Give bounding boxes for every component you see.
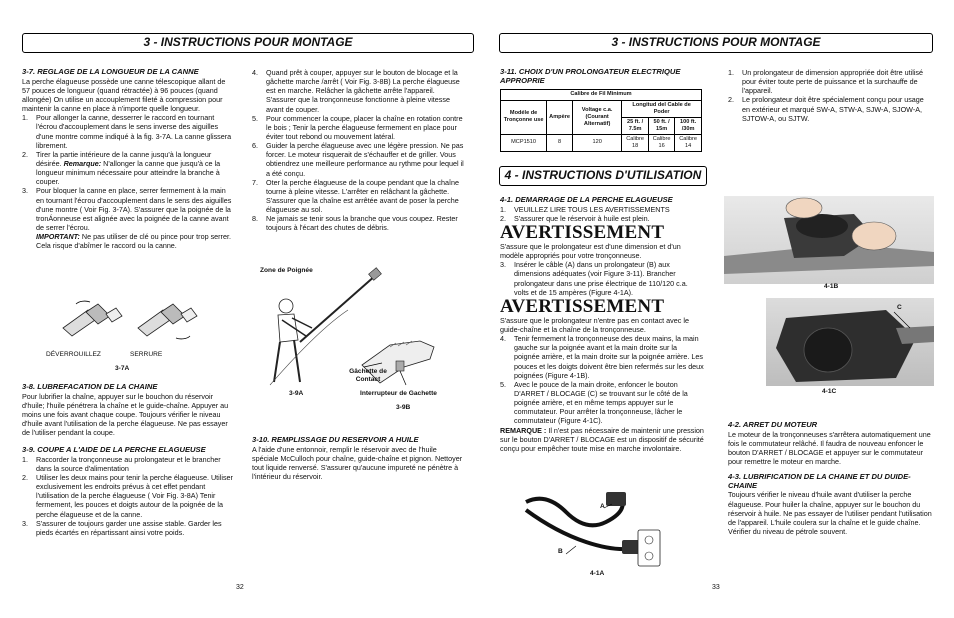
item-number: 5. xyxy=(500,379,506,389)
figure-label-lock: SERRURE xyxy=(130,351,163,358)
operation-section-banner: 4 - INSTRUCTIONS D'UTILISATION xyxy=(499,166,707,186)
item-text: Quand prêt à couper, appuyer sur le bouton de blocage et la gâchette marche /arrêt ( Voir Fig. 3-8B) La perche élagueuse est en marche. Relâcher la gâchette arrête l'appareil. S'assurer que la tronçonneuse fonctionne à pleine vitesse avant de couper. xyxy=(266,68,460,114)
item-text: Tenir fermement la tronçonneuse des deux mains, la main gauche sur la poignée avant et la main droite sur la poignée arrière, et la main droite sur la poignée arrière. Les pouces et les doigts doivent être bien refermés sur les deux poignées (Figure 4-1B). xyxy=(514,334,704,380)
figure-caption-3-9a: 3-9A xyxy=(289,390,304,397)
item-text: Guider la perche élagueuse avec une légère pression. Ne pas forcer. Le moteur risquerait de s'échauffer et de griller. Vous obtiendrez une meilleure performance au rythme pour lequel il a été conçu. xyxy=(266,141,464,178)
warning-text: S'assure que le prolongateur n'entre pas en contact avec le guide-chaîne et la chaîne de la tronçonneuse. xyxy=(500,315,689,334)
table-cell: Calibre 16 xyxy=(648,134,674,151)
figure-label-a: A xyxy=(600,503,605,510)
list-item xyxy=(22,519,233,537)
item-text: Le prolongateur doit être spécialement conçu pour usage en extérieur et marqué SW-A, STW-A, SJW-A, SJOW-A, SJTOW-A, ou SJTW. xyxy=(742,95,924,123)
section-3-8 xyxy=(22,383,233,437)
item-text: Pour bloquer la canne en place, serrer fermement à la main en tournant l'écrou d'accouplement dans le sens des aiguilles d'une montre ( Voir Fig. 3-7A). S'assurer que la poignée de la tronÁonneuse est alignée avec la poignée de la canne avant de serrer l'écrou. xyxy=(36,186,232,232)
section-4-1 xyxy=(500,196,704,453)
important-note xyxy=(22,232,233,250)
chainsaw-body-illustration xyxy=(766,298,934,386)
list-item xyxy=(252,178,464,215)
list-item xyxy=(252,68,464,114)
list-item xyxy=(252,114,464,141)
item-text: Utiliser les deux mains pour tenir la perche élagueuse. Utiliser exclusivement les endroits prévus à cet effet pendant l'utilisation de la perche élagueuse ( Voir Fig. 3-8A) Tenir fermement, les pouces et doigts autour de la poignée de la perche élagueuse et de la canne. xyxy=(36,473,233,519)
section-4-2 xyxy=(728,421,932,466)
list-item xyxy=(728,95,932,122)
page-number: 32 xyxy=(236,584,244,591)
item-number: 1. xyxy=(22,454,28,464)
list-item xyxy=(500,205,704,214)
section-4-2-heading: 4-2. ARRET DU MOTEUR xyxy=(728,420,818,429)
table-row xyxy=(501,134,702,151)
item-number: 5. xyxy=(252,113,258,123)
item-number: 1. xyxy=(728,68,734,77)
remark xyxy=(500,426,704,453)
item-number: 3. xyxy=(22,186,28,196)
item-number: 1. xyxy=(500,204,506,214)
item-number: 4. xyxy=(500,334,506,344)
section-3-11 xyxy=(500,68,704,152)
table-subheader: 50 ft. / 15m xyxy=(648,117,674,134)
list-item xyxy=(252,141,464,178)
section-3-11-heading: 3-11. CHOIX D'UN PROLONGATEUR ELECTRIQUE APPROPRIE xyxy=(500,67,681,85)
section-3-8-text: Pour lubrifier la chaîne, appuyer sur le bouchon du réservoir d'huile; l'huile pénétrera la chaîne et le guide-chaîne. Appuyer au moins une fois avant chaque coupe. Toujours vérifier le niveau d'huile avant l'utilisation de la perche élagueuse. Ne pas essayer de l'utiliser pendant la coupe. xyxy=(22,391,229,438)
item-number: 1. xyxy=(22,113,28,123)
list-item xyxy=(22,473,233,519)
table-subheader: 25 ft. / 7.5m xyxy=(622,117,649,134)
figure-caption-3-7a: 3-7A xyxy=(115,365,130,372)
remark-label: REMARQUE : xyxy=(500,425,547,435)
item-text-cont: N'allonger la canne que jusqu'à ce la longueur minimum nécessaire pour atteindre la branche à couper. xyxy=(36,158,221,187)
extension-cord-notes xyxy=(728,68,932,123)
item-text: S'assurer que le réservoir à huile est plein. xyxy=(514,213,650,223)
item-text: Ne jamais se tenir sous la branche que vous coupez. Rester toujours à l'écart des chutes de débris. xyxy=(266,214,458,233)
item-text: Tirer la partie intérieure de la canne jusqu'à la longueur désirée. xyxy=(36,149,212,168)
table-header: Modéle de Tronçonne use xyxy=(501,100,547,134)
chainsaw-grip-illustration xyxy=(724,196,934,284)
remark-text: Il n'est pas nécessaire de maintenir une pression sur le bouton D'ARRET / BLOCAGE est un dispositif de sécurité conçu pour empêcher toute mise en marche involontaire. xyxy=(500,425,704,453)
section-4-3-text: Toujours vérifier le niveau d'huile avant d'utiliser la perche élagueuse. Pour huiler la chaîne, appuyer sur le bouchon du réservoir à huile. Ne pas essayer de l'utiliser pendant l'utilisation de l'appareil. L'huile coulera sur la chaîne et le guide chaîne. Vérifier du niveau de pétrole souvent. xyxy=(728,490,932,536)
item-number: 4. xyxy=(252,68,258,77)
section-3-10-text: A l'aide d'une entonnoir, remplir le réservoir avec de l'huile spéciale McCulloch pour chaîne, guide-chaîne et pignon. Nettoyer tout liquide renversé. S'assurer qu'aucune impureté ne pénètre à l'intérieur du réservoir. xyxy=(252,444,463,482)
section-3-9-heading: 3-9. COUPE A L'AIDE DE LA PERCHE ELAGUEUSE xyxy=(22,445,206,454)
figure-label-b: B xyxy=(558,548,563,555)
section-4-1-heading: 4-1. DEMARRAGE DE LA PERCHE ELAGUEUSE xyxy=(500,195,673,204)
item-text: Pour commencer la coupe, placer la chaîne en rotation contre le bois ; Tenir la perche élagueuse fermement en place pour éviter tout rebond ou mouvement latéral. xyxy=(266,113,463,141)
list-item xyxy=(22,186,233,232)
item-text: Raccorder la tronçonneuse au prolongateur et le brancher dans la source d'alimentation xyxy=(36,454,221,473)
item-number: 8. xyxy=(252,214,258,224)
section-4-3 xyxy=(728,473,932,536)
item-number: 3. xyxy=(500,260,506,270)
page-number: 33 xyxy=(712,584,720,591)
section-3-7 xyxy=(22,68,233,250)
section-3-9 xyxy=(22,446,233,537)
item-number: 7. xyxy=(252,177,258,187)
item-number: 2. xyxy=(22,473,28,482)
warning-heading: AVERTISSEMENT xyxy=(500,295,665,317)
figure-4-1a-plug xyxy=(526,482,666,574)
figure-label-handle-zone: Zone de Poignée xyxy=(260,267,313,274)
item-text: S'assurer de toujours garder une assise stable. Garder les pieds écartés en répartissant ainsi votre poids. xyxy=(36,518,222,537)
figure-caption-4-1b: 4-1B xyxy=(824,283,839,290)
section-3-10-heading: 3-10. REMPLISSAGE DU RESERVOIR A HUILE xyxy=(252,435,419,444)
extension-cord-table xyxy=(500,89,702,152)
item-number: 2. xyxy=(728,95,734,105)
figure-caption-4-1a: 4-1A xyxy=(590,570,605,577)
table-header: Voltage c.a. (Courant Alternatif) xyxy=(573,100,622,134)
figure-label-trigger-switch: Interrupteur de Gachette xyxy=(360,390,437,397)
item-number: 2. xyxy=(22,149,28,159)
item-text: Pour allonger la canne, desserrer le raccord en tournant l'écrou d'accouplement dans le sens inverse des aiguilles d'une montre comme indiqué à la fig. 3-7A. La canne glissera librement. xyxy=(36,113,232,150)
table-cell: 8 xyxy=(547,134,573,151)
list-item xyxy=(252,214,464,232)
section-3-7-intro: La perche élagueuse possède une canne télescopique allant de 57 pouces de longueur (quand rétractée) à 96 pouces (quand allongée) On utilise un accouplement fileté à compression pour maintenir la canne en place à n'importe quelle longueur. xyxy=(22,76,226,114)
right-section-banner: 3 - INSTRUCTIONS POUR MONTAGE xyxy=(499,33,933,53)
section-4-2-text: Le moteur de la tronçonneuses s'arrêtera automatiquement une fois le commutateur relâché. Il faudra de nouveau enfoncer le bouton D'ARRET / BLOCAGE et appuyer sur le commutateur pour remettre le moteur en marche. xyxy=(728,429,931,467)
list-item xyxy=(500,260,704,297)
item-text: Avec le pouce de la main droite, enfoncer le bouton D'ARRET / BLOCAGE (C) se trouvant sur le côté de la poignée arrière, et en même temps appuyer sur le commutateur. Pour arrêter la tronçonneuse, lâcher le commutateur (Figure 4-1C). xyxy=(514,379,688,426)
figure-caption-4-1c: 4-1C xyxy=(822,388,837,395)
section-3-8-heading: 3-8. LUBREFACATION DE LA CHAINE xyxy=(22,382,158,391)
important-label: IMPORTANT: xyxy=(36,232,80,242)
item-number: 6. xyxy=(252,141,258,151)
table-subheader: 100 ft. /30m xyxy=(675,117,702,134)
table-title: Calibre de Fil Minimum xyxy=(501,90,702,100)
table-header: Longitud del Cable de Poder xyxy=(622,100,702,117)
list-item xyxy=(500,334,704,380)
section-3-9-continued xyxy=(252,68,464,233)
section-3-7-heading: 3-7. REGLAGE DE LA LONGUEUR DE LA CANNE xyxy=(22,67,199,76)
item-text: Insérer le câble (A) dans un prolongateur (B) aux dimensions adéquates (voir Figure 3-11). Brancher prolongateur dans une prise électrique de 110/120 c.a. volts et de 15 ampères (Figure 4-1A). xyxy=(514,260,688,297)
left-section-banner: 3 - INSTRUCTIONS POUR MONTAGE xyxy=(22,33,474,53)
item-number: 2. xyxy=(500,213,506,223)
figure-label-c: C xyxy=(897,304,902,311)
list-item xyxy=(500,380,704,426)
table-cell: Calibre 14 xyxy=(675,134,702,151)
figure-4-1c-photo xyxy=(766,298,934,386)
warning-text: S'assure que le prolongateur est d'une dimension et d'un modèle appropriés pour votre tronçonneuse. xyxy=(500,242,681,261)
section-3-10 xyxy=(252,436,464,481)
important-text: Ne pas utiliser de clé ou pince pour trop serrer. Cela risque d'abîmer le raccord ou la canne. xyxy=(36,232,231,251)
section-4-3-heading: 4-3. LUBRIFICATION DE LA CHAINE ET DU DUIDE-CHAINE xyxy=(728,472,911,490)
list-item xyxy=(22,455,233,473)
figure-label-unlock: DÉVERROUILLEZ xyxy=(46,351,101,358)
list-item xyxy=(728,68,932,95)
warning-heading: AVERTISSEMENT xyxy=(500,222,665,243)
table-cell: Calibre 18 xyxy=(622,134,649,151)
figure-caption-3-9b: 3-9B xyxy=(396,404,411,411)
item-number: 3. xyxy=(22,518,28,528)
remark-label: Remarque: xyxy=(63,158,102,168)
list-item xyxy=(22,150,233,187)
table-cell: MCP1510 xyxy=(501,134,547,151)
item-text: VEUILLEZ LIRE TOUS LES AVERTISSEMENTS xyxy=(514,204,670,214)
figure-4-1b-photo xyxy=(724,196,934,284)
table-cell: 120 xyxy=(573,134,622,151)
figure-3-7a-coupling xyxy=(58,298,198,348)
item-text: Oter la perche élagueuse de la coupe pendant que la chaîne tourne à pleine vitesse. L'arrêter en relâchant la gâchette. S'assurer que la chaîne est arrêtée avant de poser la perche élagueuse au sol. xyxy=(266,177,460,215)
item-text: Un prolongateur de dimension appropriée doit être utilisé pour éviter toute perte de puissance et la surchauffe de l'appareil. xyxy=(742,68,923,96)
list-item xyxy=(22,113,233,150)
table-header: Ampère xyxy=(547,100,573,134)
list-item xyxy=(500,214,704,223)
figure-label-contact-trigger: Gâchette de Contact xyxy=(349,368,387,384)
